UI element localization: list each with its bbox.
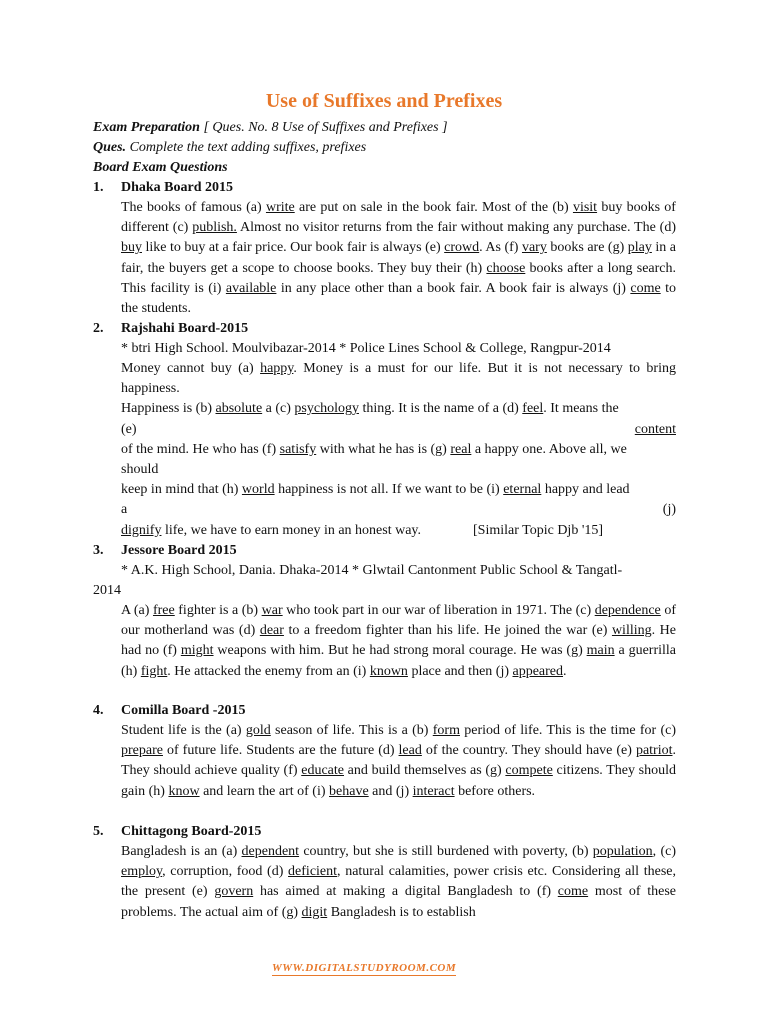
blank-word: war bbox=[261, 603, 283, 618]
section-paragraph: The books of famous (a) write are put on sale in the book fair. Most of the (b) visit buy books of different (c) publish. Almost no visitor returns from the fair without making any purchase. The (d) buy like to buy at a fair price. Our book fair is always (e) crowd. As (f) vary books are (g) play in a fair, the buyers get a scope to choose books. They buy their (h) choose books after a long search. This facility is (i) available in any place other than a book fair. A book fair is always (j) come to the students. bbox=[121, 200, 677, 317]
blank-word: real bbox=[450, 441, 472, 457]
section-number: 3. bbox=[93, 543, 104, 558]
exam-prep-text: [ Ques. No. 8 Use of Suffixes and Prefixes ] bbox=[203, 120, 448, 135]
blank-word: free bbox=[152, 603, 175, 618]
section-number: 2. bbox=[93, 321, 104, 336]
blank-word: population bbox=[592, 844, 653, 859]
blank-word: content bbox=[634, 421, 676, 437]
blank-word: employ bbox=[121, 864, 163, 880]
blank-word: fight bbox=[140, 663, 168, 679]
blank-word: buy bbox=[121, 240, 142, 256]
exam-preparation-line bbox=[93, 118, 448, 138]
blank-word: educate bbox=[301, 763, 344, 779]
blank-word: world bbox=[241, 482, 275, 498]
page-title: Use of Suffixes and Prefixes bbox=[265, 90, 503, 112]
ques-label: Ques. bbox=[93, 140, 127, 155]
board-heading: Board Exam Questions bbox=[93, 160, 228, 175]
blank-word: lead bbox=[398, 743, 422, 759]
blank-word: available bbox=[225, 280, 277, 296]
section-paragraph: A (a) free fighter is a (b) war who took part in our war of liberation in 1971. The (c) dependence of our motherland was (d) dear to a freedom fighter than his life. He joined the war (e) willing. He had no (f) might weapons with him. But he had strong moral courage. He was (g) main a guerrilla (h) fight. He attacked the enemy from an (i) known place and then (j) appeared. bbox=[121, 603, 677, 679]
blank-word: interact bbox=[412, 783, 455, 799]
section-number: 5. bbox=[93, 824, 104, 839]
ques-text: Complete the text adding suffixes, prefixes bbox=[129, 140, 367, 155]
blank-word: digit bbox=[301, 904, 328, 920]
blank-word: known bbox=[369, 663, 408, 679]
blank-word: might bbox=[180, 643, 214, 659]
section-number: 1. bbox=[93, 180, 104, 195]
footer-website-link[interactable]: WWW.DIGITALSTUDYROOM.COM bbox=[272, 962, 457, 974]
section-heading: Chittagong Board-2015 bbox=[121, 824, 262, 839]
blank-word: willing bbox=[611, 623, 652, 639]
exam-prep-label: Exam Preparation bbox=[93, 120, 200, 135]
blank-word: patriot bbox=[635, 743, 673, 759]
section-heading: Jessore Board 2015 bbox=[121, 543, 237, 558]
section-paragraph: Bangladesh is an (a) dependent country, but she is still burdened with poverty, (b) population, (c) employ, corruption, food (d) deficient, natural calamities, power crisis etc. Considering all these, the present (e) govern has aimed at making a digital Bangladesh to (f) come most of these problems. The actual aim of (g) digit Bangladesh is to establish bbox=[121, 844, 676, 920]
blank-word: come bbox=[630, 280, 661, 296]
blank-word: feel bbox=[522, 401, 544, 417]
school-list: * btri High School. Moulvibazar-2014 * Police Lines School & College, Rangpur-2014 bbox=[121, 341, 611, 356]
blank-word: dependent bbox=[241, 844, 300, 859]
school-list: * A.K. High School, Dania. Dhaka-2014 * Glwtail Cantonment Public School & Tangatl- bbox=[121, 563, 623, 578]
school-list-continued: 2014 bbox=[93, 583, 121, 598]
blank-word: prepare bbox=[121, 743, 163, 759]
blank-word: dignify bbox=[121, 522, 162, 538]
blank-word: satisfy bbox=[279, 441, 317, 457]
blank-word: appeared bbox=[512, 663, 564, 679]
blank-word: visit bbox=[572, 200, 598, 215]
blank-word: publish. bbox=[192, 220, 237, 236]
section-heading: Rajshahi Board-2015 bbox=[121, 321, 249, 336]
blank-word: absolute bbox=[215, 401, 263, 417]
question-line bbox=[93, 138, 366, 158]
blank-word: dear bbox=[259, 623, 284, 639]
blank-word: form bbox=[432, 723, 460, 738]
blank-word: compete bbox=[505, 763, 553, 779]
section-paragraph: Money cannot buy (a) happy. Money is a must for our life. But it is not necessary to bring happiness. Happiness is (b) absolute a (c) psychology thing. It is the name of a (d) feel. It means the (e) content of the mind. He who has (f) satisfy with what he has is (g) real a happy one. Above all, we should keep in mind that (h) world happiness is not all. If we want to be (i) eternal happy and lead a (j) dignify life, we have to earn money in an honest way. [Similar Topic Djb '15] bbox=[121, 361, 676, 538]
blank-word: write bbox=[265, 200, 295, 215]
blank-word: behave bbox=[329, 783, 369, 799]
section-heading: Dhaka Board 2015 bbox=[121, 180, 234, 195]
blank-word: eternal bbox=[503, 482, 542, 498]
blank-word: dependence bbox=[594, 603, 661, 618]
blank-word: govern bbox=[214, 884, 254, 900]
blank-word: play bbox=[627, 240, 652, 256]
blank-word: main bbox=[586, 643, 615, 659]
blank-word: vary bbox=[521, 240, 547, 256]
blank-word: crowd bbox=[444, 240, 480, 256]
section-heading: Comilla Board -2015 bbox=[121, 703, 246, 718]
blank-word: come bbox=[557, 884, 589, 900]
blank-word: psychology bbox=[294, 401, 359, 417]
section-number: 4. bbox=[93, 703, 104, 718]
similar-topic-note: [Similar Topic Djb '15] bbox=[473, 522, 604, 538]
section-paragraph: Student life is the (a) gold season of life. This is a (b) form period of life. This is the time for (c) prepare of future life. Students are the future (d) lead of the country. They should have (e) patriot. They should achieve quality (f) educate and build themselves as (g) compete citizens. They should gain (h) know and learn the art of (i) behave and (j) interact before others. bbox=[121, 723, 677, 799]
blank-word: know bbox=[168, 783, 200, 799]
blank-word: gold bbox=[245, 723, 271, 738]
blank-word: deficient bbox=[288, 864, 338, 880]
blank-word: happy bbox=[260, 361, 294, 376]
blank-word: choose bbox=[486, 260, 526, 276]
